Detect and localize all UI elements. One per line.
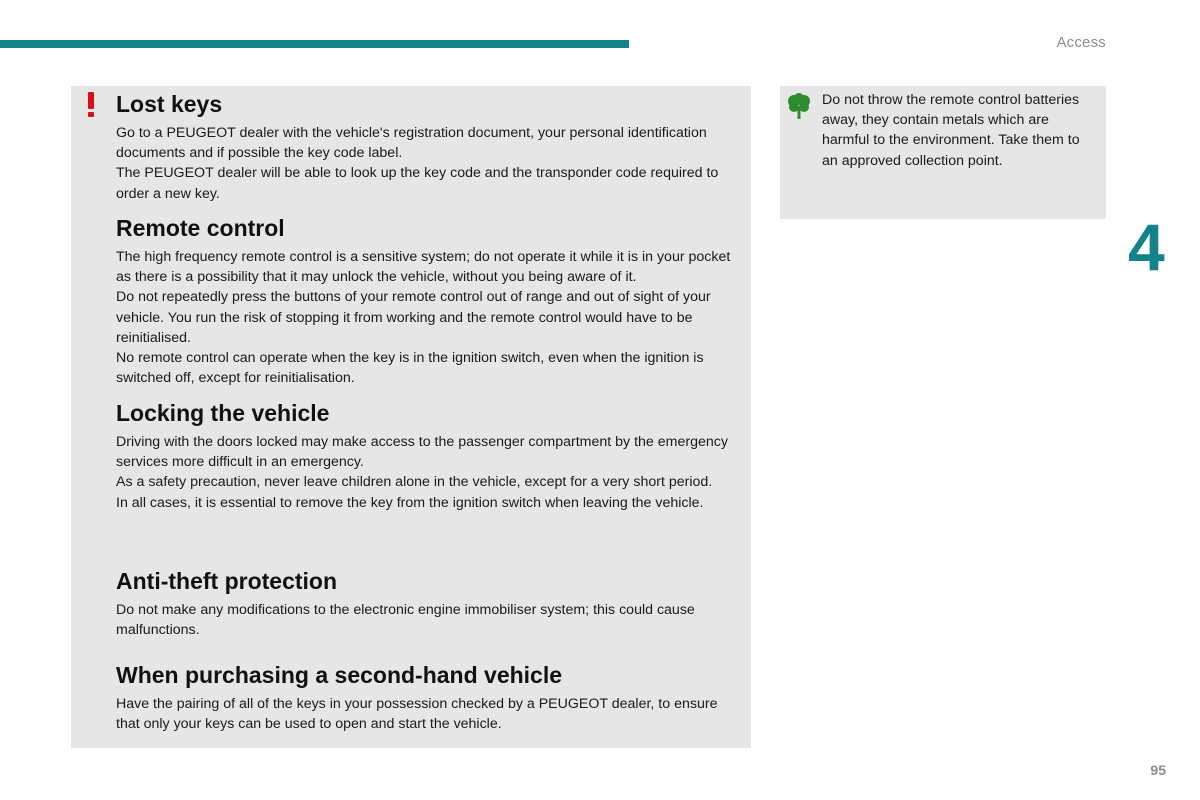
paragraph: As a safety precaution, never leave children alone in the vehicle, except for a very short period. <box>116 474 713 491</box>
paragraph: Do not make any modifications to the electronic engine immobiliser system; this could cause malfunctions. <box>116 602 695 639</box>
eco-note-text: Do not throw the remote control batteries away, they contain metals which are harmful to the environment. Take them to an approved collection point. <box>822 92 1080 169</box>
paragraph: Have the pairing of all of the keys in your possession checked by a PEUGEOT dealer, to ensure that only your keys can be used to open and start the vehicle. <box>116 696 718 733</box>
section-title: Lost keys <box>116 91 223 117</box>
section-title: When purchasing a second-hand vehicle <box>116 662 563 688</box>
section-title: Locking the vehicle <box>116 400 330 426</box>
paragraph: Driving with the doors locked may make access to the passenger compartment by the emergency services more difficult in an emergency. <box>116 434 728 471</box>
section-anti-theft <box>116 567 744 640</box>
exclamation-icon <box>85 92 97 118</box>
header-accent-bar <box>0 40 629 48</box>
section-second-hand <box>116 661 744 734</box>
section-remote-control <box>116 214 744 388</box>
section-title: Anti-theft protection <box>116 568 338 594</box>
paragraph: The PEUGEOT dealer will be able to look up the key code and the transponder code required to order a new key. <box>116 165 719 202</box>
paragraph: The high frequency remote control is a sensitive system; do not operate it while it is in your pocket as there is a possibility that it may unlock the vehicle, without you being aware of it. <box>116 249 731 286</box>
section-locking-vehicle <box>116 399 744 513</box>
section-title: Remote control <box>116 215 285 241</box>
tree-icon <box>787 93 811 119</box>
page-number: 95 <box>1150 762 1166 778</box>
paragraph: Go to a PEUGEOT dealer with the vehicle's registration document, your personal identification documents and if possible the key code label. <box>116 125 707 162</box>
section-label: Access <box>1056 34 1106 51</box>
section-lost-keys <box>116 90 744 204</box>
paragraph: No remote control can operate when the key is in the ignition switch, even when the ignition is switched off, except for reinitialisation. <box>116 350 704 387</box>
chapter-number: 4 <box>1128 210 1165 284</box>
paragraph: In all cases, it is essential to remove the key from the ignition switch when leaving the vehicle. <box>116 494 704 511</box>
paragraph: Do not repeatedly press the buttons of your remote control out of range and out of sight of your vehicle. You run the risk of stopping it from working and the remote control would have to be reinitialised. <box>116 289 711 346</box>
